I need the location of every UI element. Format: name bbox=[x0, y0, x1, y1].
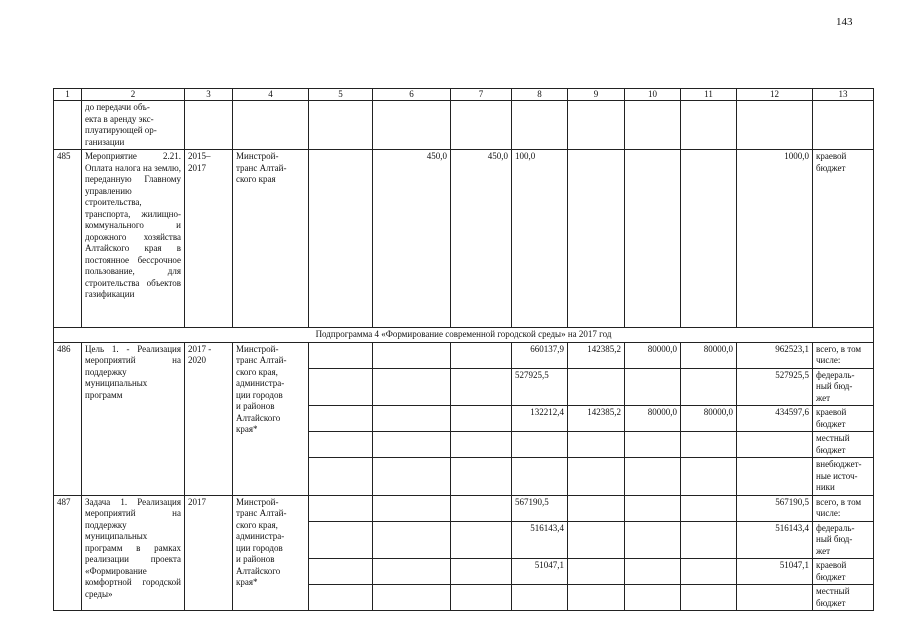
table-row-487 bbox=[54, 495, 874, 521]
funding-source: всего, в том числе: bbox=[813, 495, 874, 521]
executor-cell: Минстрой- транс Алтай- ского края, администра- ции городов и районов Алтайского края* bbox=[233, 342, 309, 495]
funding-source: федераль- ный бюд- жет bbox=[813, 521, 874, 559]
value-col10 bbox=[625, 368, 681, 406]
column-number: 8 bbox=[512, 89, 568, 101]
value-total: 527925,5 bbox=[737, 368, 813, 406]
value-col9 bbox=[568, 368, 625, 406]
value-col8: 567190,5 bbox=[512, 495, 568, 521]
funding-source: местный бюджет bbox=[813, 432, 874, 458]
column-number: 10 bbox=[625, 89, 681, 101]
continuation-text: до передачи объ- екта в аренду экс- плуатирующей ор- ганизации bbox=[82, 101, 185, 150]
value-total: 516143,4 bbox=[737, 521, 813, 559]
funding-source: краевой бюджет bbox=[813, 150, 874, 328]
row-number: 485 bbox=[54, 150, 82, 328]
value-total: 567190,5 bbox=[737, 495, 813, 521]
funding-source: внебюджет- ные источ- ники bbox=[813, 458, 874, 496]
value-col9: 142385,2 bbox=[568, 406, 625, 432]
column-number: 9 bbox=[568, 89, 625, 101]
value-col8: 132212,4 bbox=[512, 406, 568, 432]
funding-source: всего, в том числе: bbox=[813, 342, 874, 368]
column-number: 4 bbox=[233, 89, 309, 101]
column-number: 7 bbox=[451, 89, 512, 101]
column-number: 11 bbox=[681, 89, 737, 101]
value-total: 962523,1 bbox=[737, 342, 813, 368]
value-col10: 80000,0 bbox=[625, 342, 681, 368]
column-number: 6 bbox=[373, 89, 451, 101]
value-col8: 516143,4 bbox=[512, 521, 568, 559]
value-col11: 80000,0 bbox=[681, 342, 737, 368]
years-cell: 2017 bbox=[185, 495, 233, 611]
value-col11: 80000,0 bbox=[681, 406, 737, 432]
value-col8: 527925,5 bbox=[512, 368, 568, 406]
row-number: 486 bbox=[54, 342, 82, 495]
column-number: 5 bbox=[309, 89, 373, 101]
column-number: 13 bbox=[813, 89, 874, 101]
funding-source: краевой бюджет bbox=[813, 406, 874, 432]
funding-source: краевой бюджет bbox=[813, 559, 874, 585]
value-col6: 450,0 bbox=[373, 150, 451, 328]
value-total: 434597,6 bbox=[737, 406, 813, 432]
value-col8: 51047,1 bbox=[512, 559, 568, 585]
column-number-row bbox=[54, 89, 874, 101]
column-number: 2 bbox=[82, 89, 185, 101]
table-row-485 bbox=[54, 150, 874, 328]
goal-description: Цель 1. - Реализация мероприятий на поддержку муниципальных программ bbox=[82, 342, 185, 495]
years-cell: 2017 - 2020 bbox=[185, 342, 233, 495]
funding-source: местный бюджет bbox=[813, 585, 874, 611]
funding-source: федераль- ный бюд- жет bbox=[813, 368, 874, 406]
subprogram-title: Подпрограмма 4 «Формирование современной городской среды» на 2017 год bbox=[54, 328, 874, 343]
row-number: 487 bbox=[54, 495, 82, 611]
measure-description: Мероприятие 2.21. Оплата налога на землю, переданную Главному управлению строительства, транспорта, жилищно-коммунального и дорожного хозяйства Алтайского края в постоянное бессрочное пользование, для строительства объектов газификации bbox=[82, 150, 185, 328]
value-total: 51047,1 bbox=[737, 559, 813, 585]
executor-cell: Минстрой- транс Алтай- ского края, администра- ции городов и районов Алтайского края* bbox=[233, 495, 309, 611]
value-col7: 450,0 bbox=[451, 150, 512, 328]
continuation-row bbox=[54, 101, 874, 150]
column-number: 12 bbox=[737, 89, 813, 101]
value-col10: 80000,0 bbox=[625, 406, 681, 432]
value-col8: 100,0 bbox=[512, 150, 568, 328]
subprogram-row bbox=[54, 328, 874, 343]
page-number: 143 bbox=[836, 16, 853, 28]
task-description: Задача 1. Реализация мероприятий на поддержку муниципальных программ в рамках реализации проекта «Формирование комфортной городской среды» bbox=[82, 495, 185, 611]
years-cell: 2015– 2017 bbox=[185, 150, 233, 328]
executor-cell: Минстрой- транс Алтай- ского края bbox=[233, 150, 309, 328]
column-number: 1 bbox=[54, 89, 82, 101]
program-table bbox=[53, 88, 874, 611]
table-row-486 bbox=[54, 342, 874, 368]
value-total: 1000,0 bbox=[737, 150, 813, 328]
value-col11 bbox=[681, 368, 737, 406]
value-col8: 660137,9 bbox=[512, 342, 568, 368]
column-number: 3 bbox=[185, 89, 233, 101]
value-col9: 142385,2 bbox=[568, 342, 625, 368]
